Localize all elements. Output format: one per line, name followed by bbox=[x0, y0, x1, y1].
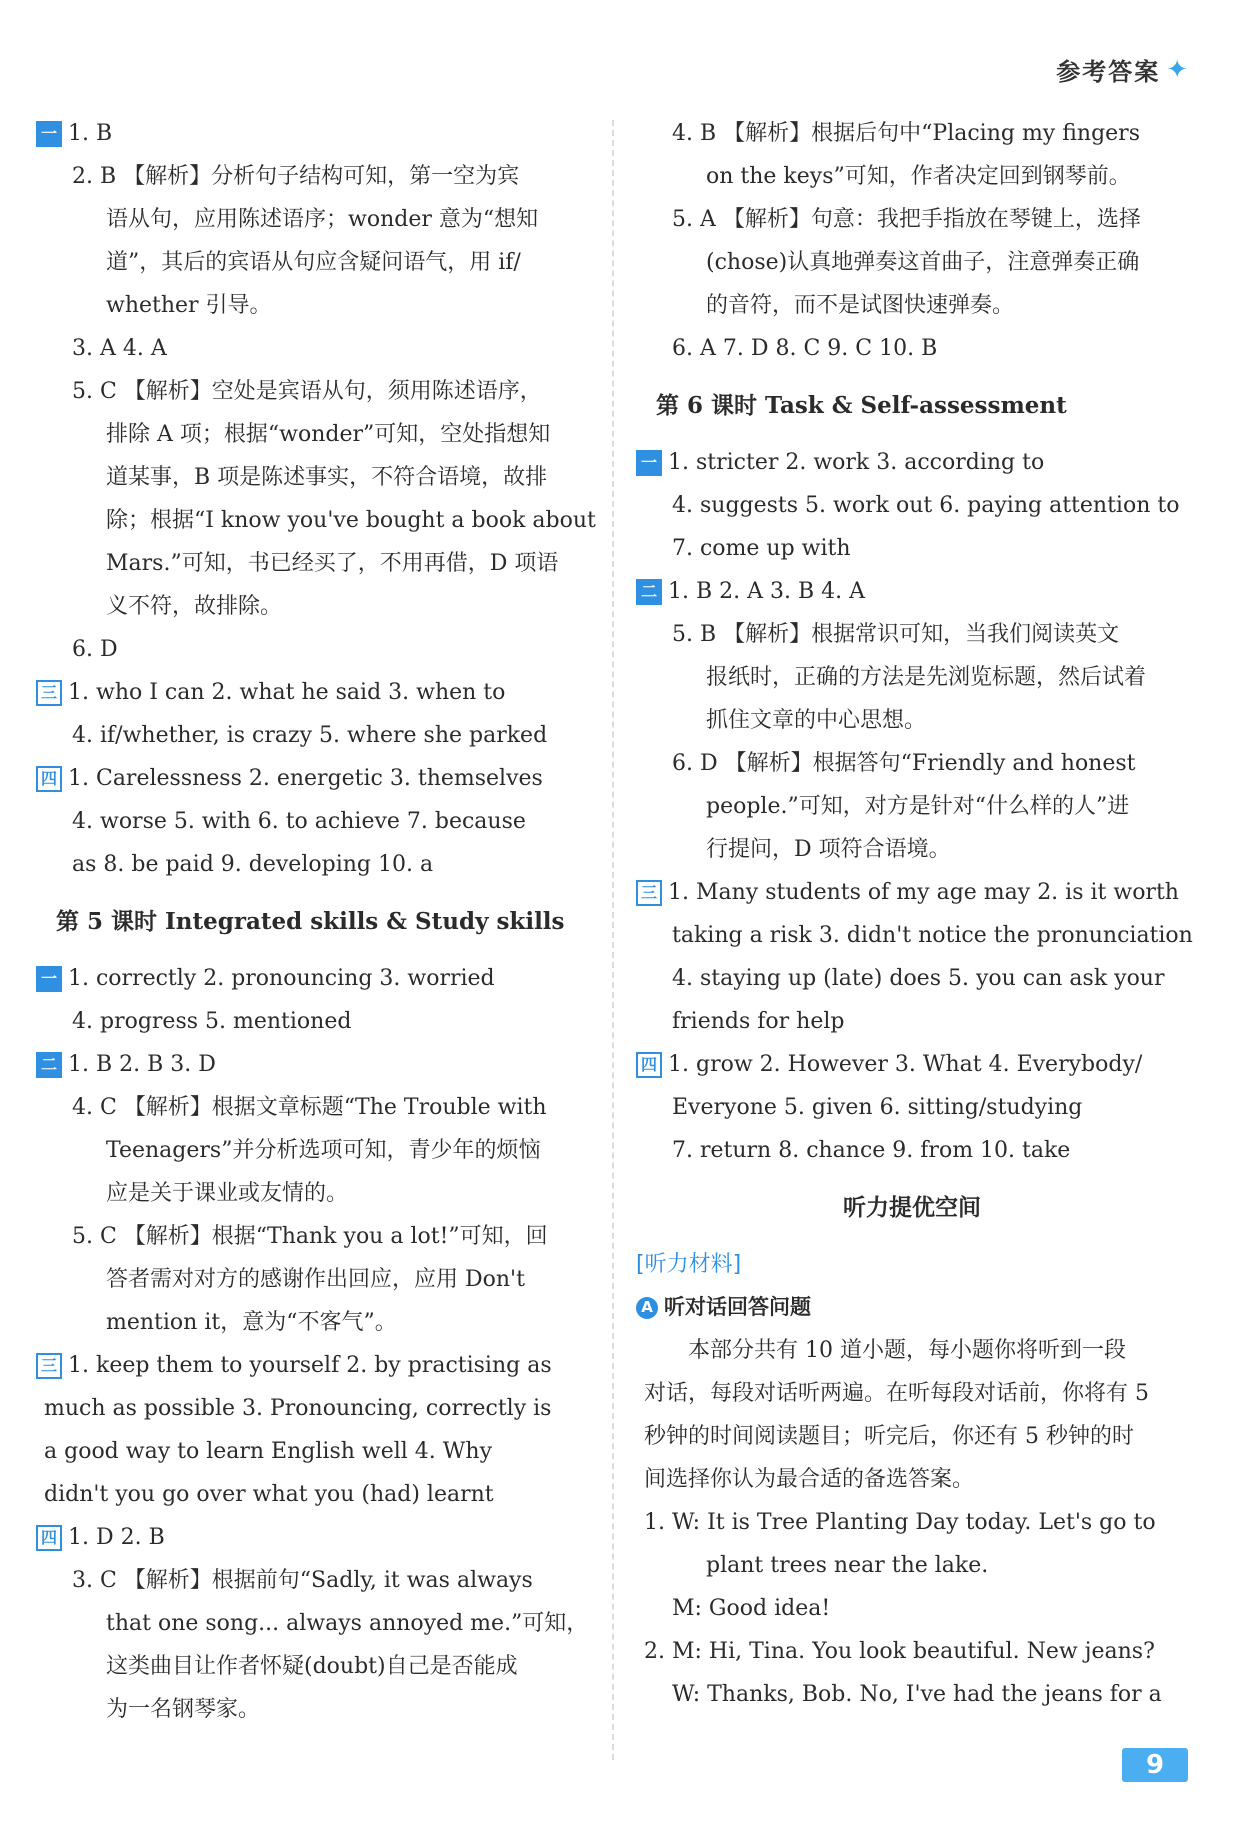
answer-line bbox=[36, 1387, 584, 1430]
section-number-icon: 二 bbox=[636, 579, 662, 605]
section-number-icon: 四 bbox=[36, 1525, 62, 1551]
answer-line bbox=[636, 441, 1188, 484]
answer-line bbox=[636, 527, 1188, 570]
section-label: [听力材料] bbox=[636, 1252, 742, 1277]
answer-text: taking a risk 3. didn't notice the pronunciation bbox=[672, 923, 1193, 948]
answer-text: 4. progress 5. mentioned bbox=[72, 1009, 352, 1034]
answer-text: 语从句，应用陈述语序；wonder 意为“想知 bbox=[106, 207, 539, 232]
answer-text: (chose)认真地弹奏这首曲子，注意弹奏正确 bbox=[706, 250, 1140, 275]
answer-line bbox=[36, 1086, 584, 1129]
answer-text: 4. B 【解析】根据后句中“Placing my fingers bbox=[672, 121, 1140, 146]
answer-line bbox=[636, 284, 1188, 327]
answer-text: 的音符，而不是试图快速弹奏。 bbox=[706, 293, 1015, 318]
section-number-icon: 三 bbox=[636, 880, 662, 906]
answer-line bbox=[36, 198, 584, 241]
answer-text: 1. correctly 2. pronouncing 3. worried bbox=[68, 966, 495, 991]
answer-text: 1. B 2. A 3. B 4. A bbox=[668, 579, 866, 604]
answer-text: 4. if/whether, is crazy 5. where she parked bbox=[72, 723, 548, 748]
answer-line bbox=[36, 499, 596, 542]
answer-text: as 8. be paid 9. developing 10. a bbox=[72, 852, 434, 877]
answer-text: 抓住文章的中心思想。 bbox=[706, 708, 927, 733]
answer-line bbox=[636, 914, 1193, 957]
answer-line bbox=[636, 1458, 1188, 1501]
answer-text: 本部分共有 10 道小题，每小题你将听到一段 bbox=[644, 1338, 1126, 1363]
answer-text: 义不符，故排除。 bbox=[106, 594, 283, 619]
answer-line bbox=[636, 1129, 1188, 1172]
answer-text: 1. Carelessness 2. energetic 3. themselves bbox=[68, 766, 543, 791]
answer-text: friends for help bbox=[672, 1009, 845, 1034]
answer-text: 6. A 7. D 8. C 9. C 10. B bbox=[672, 336, 938, 361]
answer-line bbox=[36, 241, 584, 284]
answer-line bbox=[36, 284, 584, 327]
answer-text: 道某事，B 项是陈述事实，不符合语境，故排 bbox=[106, 465, 548, 490]
answer-line bbox=[636, 613, 1188, 656]
answer-text: 应是关于课业或友情的。 bbox=[106, 1181, 349, 1206]
answer-line bbox=[36, 1473, 584, 1516]
answer-line bbox=[36, 112, 584, 155]
answer-text: 排除 A 项；根据“wonder”可知，空处指想知 bbox=[106, 422, 551, 447]
answer-line bbox=[36, 1172, 584, 1215]
header-title: 参考答案 bbox=[1056, 58, 1161, 86]
answer-text: 1. keep them to yourself 2. by practising as bbox=[68, 1353, 552, 1378]
answer-text: people.”可知，对方是针对“什么样的人”进 bbox=[706, 794, 1130, 819]
answer-text: 2. M: Hi, Tina. You look beautiful. New jeans? bbox=[644, 1639, 1155, 1664]
answer-text: mention it，意为“不客气”。 bbox=[106, 1310, 397, 1335]
section-title: 听力提优空间 bbox=[843, 1194, 981, 1221]
answer-text: 5. C 【解析】根据“Thank you a lot!”可知，回 bbox=[72, 1224, 548, 1249]
answer-text: 1. stricter 2. work 3. according to bbox=[668, 450, 1045, 475]
answer-text: that one song... always annoyed me.”可知， bbox=[106, 1611, 589, 1636]
answer-text: Teenagers”并分析选项可知，青少年的烦恼 bbox=[106, 1138, 541, 1163]
answer-line bbox=[636, 1086, 1188, 1129]
section-number-icon: 四 bbox=[36, 766, 62, 792]
answer-text: 6. D 【解析】根据答句“Friendly and honest bbox=[672, 751, 1136, 776]
answer-text: 4. staying up (late) does 5. you can ask your bbox=[672, 966, 1165, 991]
answer-text: 6. D bbox=[72, 637, 118, 662]
section-number-icon: 三 bbox=[36, 680, 62, 706]
answer-line bbox=[36, 1301, 584, 1344]
answer-text: 1. D 2. B bbox=[68, 1525, 165, 1550]
answer-line bbox=[636, 1673, 1188, 1716]
answer-text: 7. come up with bbox=[672, 536, 851, 561]
answer-text: 对话，每段对话听两遍。在听每段对话前，你将有 5 bbox=[644, 1381, 1149, 1406]
answer-line bbox=[36, 714, 584, 757]
answer-line bbox=[36, 413, 584, 456]
answer-text: 5. A 【解析】句意：我把手指放在琴键上，选择 bbox=[672, 207, 1141, 232]
answer-line bbox=[36, 327, 584, 370]
answer-line bbox=[36, 1344, 584, 1387]
answer-line bbox=[36, 800, 584, 843]
answer-line bbox=[36, 585, 584, 628]
answer-text: plant trees near the lake. bbox=[706, 1553, 989, 1578]
answer-text: much as possible 3. Pronouncing, correctly is bbox=[44, 1396, 552, 1421]
answer-line bbox=[636, 1043, 1188, 1086]
answer-line bbox=[636, 241, 1188, 284]
answer-line bbox=[636, 1501, 1188, 1544]
page-header bbox=[1056, 52, 1188, 87]
answer-text: 间选择你认为最合适的备选答案。 bbox=[644, 1467, 975, 1492]
section-number-icon: 二 bbox=[36, 1052, 62, 1078]
answer-text: 答者需对对方的感谢作出回应，应用 Don't bbox=[106, 1267, 525, 1292]
answer-text: didn't you go over what you (had) learnt bbox=[44, 1482, 494, 1507]
answer-line bbox=[36, 1129, 584, 1172]
section-number-icon: 一 bbox=[636, 450, 662, 476]
answer-text: Everyone 5. given 6. sitting/studying bbox=[672, 1095, 1083, 1120]
left-column bbox=[36, 112, 596, 1731]
answer-line bbox=[36, 370, 584, 413]
section-number-icon: 一 bbox=[36, 121, 62, 147]
answer-line bbox=[636, 957, 1188, 1000]
answer-text: 3. A 4. A bbox=[72, 336, 167, 361]
answer-line bbox=[36, 1559, 584, 1602]
answer-line bbox=[36, 1602, 589, 1645]
answer-text: 1. B bbox=[68, 121, 113, 146]
answer-text: 1. Many students of my age may 2. is it worth bbox=[668, 880, 1179, 905]
answer-line bbox=[36, 757, 584, 800]
answer-text: 5. C 【解析】空处是宾语从句，须用陈述语序， bbox=[72, 379, 542, 404]
answer-line bbox=[636, 1329, 1188, 1372]
answer-line bbox=[636, 1000, 1188, 1043]
answer-line bbox=[636, 699, 1188, 742]
answer-line bbox=[636, 1544, 1188, 1587]
answer-text: 1. W: It is Tree Planting Day today. Let's go to bbox=[644, 1510, 1156, 1535]
answer-line bbox=[36, 155, 584, 198]
answer-line bbox=[636, 1630, 1188, 1673]
answer-line bbox=[636, 155, 1188, 198]
answer-text: 4. worse 5. with 6. to achieve 7. because bbox=[72, 809, 526, 834]
answer-text: 为一名钢琴家。 bbox=[106, 1697, 261, 1722]
answer-text: 秒钟的时间阅读题目；听完后，你还有 5 秒钟的时 bbox=[644, 1424, 1134, 1449]
answer-line bbox=[36, 1430, 584, 1473]
answer-text: whether 引导。 bbox=[106, 293, 272, 318]
answer-line bbox=[36, 671, 584, 714]
page-number: 9 bbox=[1122, 1748, 1188, 1782]
answer-line bbox=[636, 112, 1188, 155]
answer-text: a good way to learn English well 4. Why bbox=[44, 1439, 493, 1464]
section-title: 第 5 课时 Integrated skills & Study skills bbox=[56, 908, 565, 935]
subsection-text: 听对话回答问题 bbox=[664, 1295, 811, 1319]
answer-text: on the keys”可知，作者决定回到钢琴前。 bbox=[706, 164, 1131, 189]
section-number-icon: 一 bbox=[36, 966, 62, 992]
answer-line bbox=[636, 742, 1188, 785]
letter-a-icon: A bbox=[636, 1297, 658, 1319]
answer-line bbox=[36, 456, 584, 499]
answer-line bbox=[36, 1000, 584, 1043]
section-number-icon: 三 bbox=[36, 1353, 62, 1379]
answer-text: 1. grow 2. However 3. What 4. Everybody/ bbox=[668, 1052, 1143, 1077]
answer-text: 5. B 【解析】根据常识可知，当我们阅读英文 bbox=[672, 622, 1120, 647]
answer-text: 除；根据“I know you've bought a book about bbox=[106, 508, 596, 533]
answer-text: 4. C 【解析】根据文章标题“The Trouble with bbox=[72, 1095, 547, 1120]
answer-text: 3. C 【解析】根据前句“Sadly, it was always bbox=[72, 1568, 533, 1593]
answer-text: 行提问，D 项符合语境。 bbox=[706, 837, 951, 862]
answer-line bbox=[636, 1587, 1188, 1630]
answer-line bbox=[636, 785, 1188, 828]
subsection-heading bbox=[636, 1286, 1188, 1329]
sparkle-icon: ✦ bbox=[1166, 54, 1188, 85]
answer-text: W: Thanks, Bob. No, I've had the jeans for a bbox=[672, 1682, 1162, 1707]
right-column bbox=[636, 112, 1193, 1716]
answer-line bbox=[636, 484, 1188, 527]
answer-line bbox=[636, 656, 1188, 699]
answer-text: Mars.”可知，书已经买了，不用再借，D 项语 bbox=[106, 551, 559, 576]
answer-line bbox=[36, 1215, 584, 1258]
section-number-icon: 四 bbox=[636, 1052, 662, 1078]
answer-line bbox=[636, 570, 1188, 613]
column-divider bbox=[612, 120, 614, 1760]
answer-line bbox=[636, 828, 1188, 871]
answer-line bbox=[36, 1258, 584, 1301]
answer-line bbox=[36, 1688, 584, 1731]
answer-line bbox=[36, 843, 584, 886]
answer-line bbox=[636, 1415, 1188, 1458]
answer-text: 报纸时，正确的方法是先浏览标题，然后试着 bbox=[706, 665, 1147, 690]
answer-text: 这类曲目让作者怀疑(doubt)自己是否能成 bbox=[106, 1654, 518, 1679]
section-title: 第 6 课时 Task & Self-assessment bbox=[656, 392, 1067, 419]
answer-line bbox=[36, 542, 584, 585]
answer-line bbox=[636, 327, 1188, 370]
answer-line bbox=[636, 198, 1188, 241]
answer-line bbox=[36, 1645, 584, 1688]
answer-line bbox=[36, 1043, 584, 1086]
answer-text: 1. who I can 2. what he said 3. when to bbox=[68, 680, 506, 705]
answer-line bbox=[36, 1516, 584, 1559]
answer-text: 道”，其后的宾语从句应含疑问语气，用 if/ bbox=[106, 250, 521, 275]
answer-line bbox=[636, 1372, 1188, 1415]
answer-line bbox=[36, 628, 584, 671]
answer-text: 1. B 2. B 3. D bbox=[68, 1052, 216, 1077]
answer-text: M: Good idea! bbox=[672, 1596, 831, 1621]
answer-text: 7. return 8. chance 9. from 10. take bbox=[672, 1138, 1071, 1163]
answer-text: 2. B 【解析】分析句子结构可知，第一空为宾 bbox=[72, 164, 520, 189]
answer-line bbox=[636, 871, 1188, 914]
answer-line bbox=[36, 957, 584, 1000]
answer-text: 4. suggests 5. work out 6. paying attention to bbox=[672, 493, 1180, 518]
